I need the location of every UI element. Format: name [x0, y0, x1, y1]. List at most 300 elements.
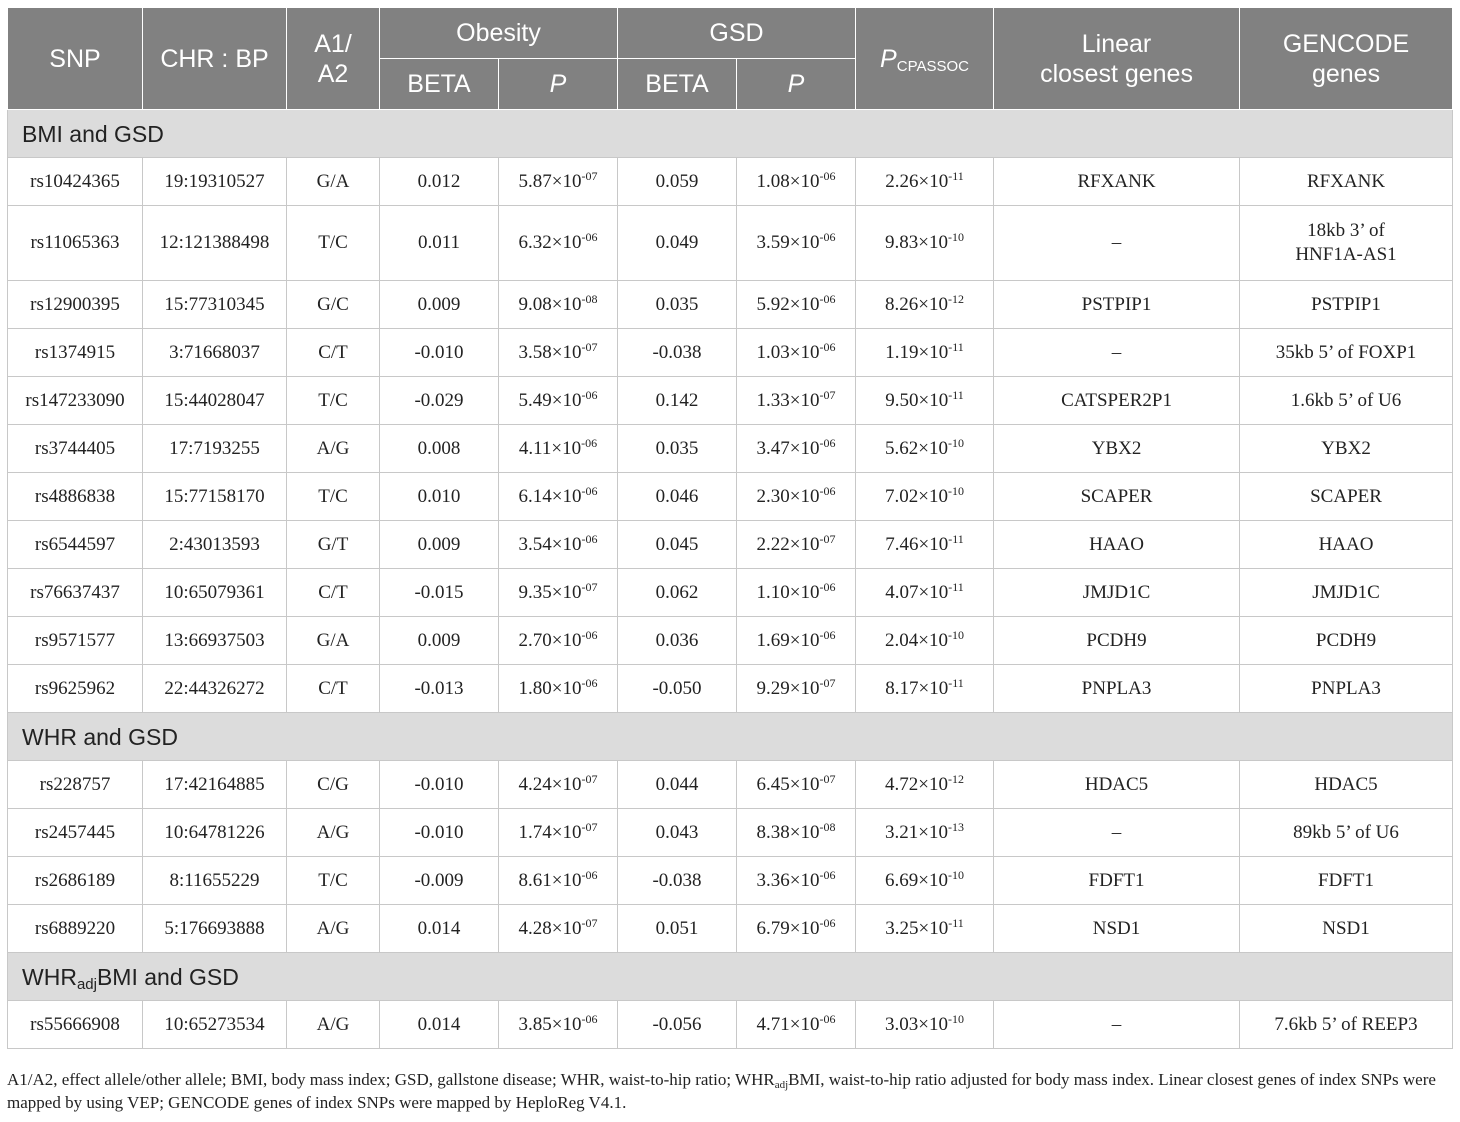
section-label-tail: BMI and GSD — [96, 963, 239, 990]
cell-obesity-p-exponent: -06 — [581, 531, 598, 546]
cell-alleles: C/T — [287, 329, 380, 377]
cell-p-cpassoc-mantissa: 2.04×10 — [885, 629, 948, 651]
cell-obesity-p-mantissa: 1.80×10 — [518, 677, 582, 699]
cell-gsd-p — [737, 617, 856, 665]
cell-chr-bp: 3:71668037 — [143, 329, 287, 377]
cell-gsd-p-exponent: -06 — [819, 627, 836, 642]
cell-gsd-beta: -0.056 — [618, 1001, 737, 1049]
cell-obesity-beta: 0.009 — [380, 521, 499, 569]
cell-alleles: A/G — [287, 425, 380, 473]
cell-gsd-p-mantissa: 1.10×10 — [756, 581, 820, 603]
cell-obesity-p-exponent: -07 — [581, 168, 598, 183]
section-header-row — [8, 953, 1453, 1001]
cell-obesity-p — [499, 905, 618, 953]
cell-gsd-p-mantissa: 1.33×10 — [756, 389, 820, 411]
cell-obesity-p-mantissa: 2.70×10 — [518, 629, 582, 651]
table-body — [8, 110, 1453, 1049]
cell-snp: rs11065363 — [8, 206, 143, 281]
section-label-main: BMI and GSD — [22, 120, 164, 147]
cell-gsd-p-mantissa: 8.38×10 — [756, 821, 820, 843]
cell-linear-gene: – — [994, 206, 1240, 281]
cell-p-cpassoc-exponent: -10 — [948, 867, 964, 882]
cell-gsd-p-mantissa: 5.92×10 — [756, 293, 820, 315]
cell-chr-bp: 12:121388498 — [143, 206, 287, 281]
cell-alleles: C/T — [287, 569, 380, 617]
cell-alleles: G/T — [287, 521, 380, 569]
header-gencode-genes — [1240, 8, 1453, 110]
cell-p-cpassoc-exponent: -11 — [948, 531, 964, 546]
section-label — [8, 713, 1453, 761]
cell-obesity-p-mantissa: 1.74×10 — [518, 821, 582, 843]
cell-obesity-p-mantissa: 9.08×10 — [518, 293, 582, 315]
cell-obesity-beta: 0.014 — [380, 905, 499, 953]
cell-gencode-gene — [1240, 905, 1453, 953]
cell-p-cpassoc-mantissa: 4.07×10 — [885, 581, 949, 603]
cell-gsd-beta: 0.036 — [618, 617, 737, 665]
cell-linear-gene: SCAPER — [994, 473, 1240, 521]
cell-p-cpassoc-exponent: -11 — [948, 168, 964, 183]
header-a1-a2-line2: A2 — [317, 59, 349, 88]
cell-gsd-p-exponent: -06 — [819, 1011, 836, 1026]
cell-gencode-gene — [1240, 377, 1453, 425]
cell-linear-gene: CATSPER2P1 — [994, 377, 1240, 425]
section-label-sub: adj — [76, 975, 97, 993]
cell-gencode-line1: RFXANK — [1306, 170, 1386, 192]
cell-alleles: T/C — [287, 377, 380, 425]
cell-gsd-p-mantissa: 6.45×10 — [756, 773, 820, 795]
cell-obesity-p — [499, 617, 618, 665]
cell-p-cpassoc-exponent: -12 — [948, 771, 964, 786]
cell-snp: rs3744405 — [8, 425, 143, 473]
cell-gencode-line1: PSTPIP1 — [1311, 293, 1381, 315]
cell-obesity-p — [499, 425, 618, 473]
header-a1-a2 — [287, 8, 380, 110]
cell-gencode-gene — [1240, 521, 1453, 569]
section-label-main: WHR and GSD — [22, 723, 178, 750]
cell-linear-gene: HAAO — [994, 521, 1240, 569]
cell-p-cpassoc — [856, 665, 994, 713]
cell-obesity-beta: 0.014 — [380, 1001, 499, 1049]
cell-gsd-p-mantissa: 3.36×10 — [756, 869, 820, 891]
cell-gencode-line1: PNPLA3 — [1311, 677, 1381, 699]
cell-gsd-p-exponent: -08 — [819, 819, 836, 834]
cell-gsd-beta: 0.051 — [618, 905, 737, 953]
cell-gsd-beta: -0.050 — [618, 665, 737, 713]
cell-p-cpassoc-mantissa: 5.62×10 — [885, 437, 948, 459]
cell-alleles: T/C — [287, 857, 380, 905]
cell-obesity-p — [499, 281, 618, 329]
cell-gsd-p-mantissa: 1.03×10 — [756, 341, 820, 363]
cell-chr-bp: 10:64781226 — [143, 809, 287, 857]
cell-gsd-p-mantissa: 1.08×10 — [756, 170, 820, 192]
cell-p-cpassoc-mantissa: 1.19×10 — [885, 341, 949, 363]
cell-alleles: G/A — [287, 158, 380, 206]
header-gsd-p: P — [737, 59, 856, 110]
cell-gsd-p-exponent: -07 — [819, 771, 836, 786]
cell-linear-gene: PSTPIP1 — [994, 281, 1240, 329]
cell-snp: rs6889220 — [8, 905, 143, 953]
cell-p-cpassoc-mantissa: 3.03×10 — [885, 1013, 948, 1035]
table-row — [8, 377, 1453, 425]
cell-p-cpassoc-mantissa: 7.46×10 — [885, 533, 949, 555]
cell-gsd-p — [737, 206, 856, 281]
cell-chr-bp: 22:44326272 — [143, 665, 287, 713]
cell-obesity-p-exponent: -07 — [581, 915, 598, 930]
cell-gsd-p-exponent: -06 — [819, 168, 836, 183]
cell-snp: rs1374915 — [8, 329, 143, 377]
cell-linear-gene: PNPLA3 — [994, 665, 1240, 713]
cell-obesity-p — [499, 665, 618, 713]
cell-gsd-p — [737, 857, 856, 905]
cell-chr-bp: 17:42164885 — [143, 761, 287, 809]
cell-alleles: A/G — [287, 809, 380, 857]
cell-obesity-p-exponent: -07 — [581, 819, 598, 834]
cell-gencode-gene — [1240, 329, 1453, 377]
cell-gsd-p-exponent: -06 — [819, 435, 836, 450]
cell-gsd-p-exponent: -07 — [819, 675, 836, 690]
cell-obesity-p-exponent: -07 — [581, 579, 598, 594]
section-header-row — [8, 110, 1453, 158]
cell-obesity-beta: -0.010 — [380, 761, 499, 809]
cell-gsd-p-exponent: -06 — [819, 230, 836, 244]
header-p-cpassoc-main: P — [880, 44, 897, 73]
cell-obesity-beta: -0.029 — [380, 377, 499, 425]
header-linear-line2: closest genes — [1040, 59, 1193, 88]
header-gsd: GSD — [618, 8, 856, 59]
cell-linear-gene: – — [994, 329, 1240, 377]
cell-gsd-p — [737, 329, 856, 377]
header-linear-line1: Linear — [1081, 29, 1152, 58]
cell-gsd-p-exponent: -06 — [819, 915, 836, 930]
cell-chr-bp: 13:66937503 — [143, 617, 287, 665]
cell-snp: rs6544597 — [8, 521, 143, 569]
cell-gsd-p-exponent: -07 — [819, 387, 836, 402]
header-p-cpassoc-sub: CPASSOC — [896, 57, 969, 75]
cell-gsd-p-exponent: -06 — [819, 339, 836, 354]
cell-obesity-beta: 0.012 — [380, 158, 499, 206]
cell-alleles: C/G — [287, 761, 380, 809]
cell-p-cpassoc-exponent: -11 — [948, 339, 964, 354]
table-container — [7, 7, 1452, 1049]
cell-gencode-gene — [1240, 761, 1453, 809]
cell-p-cpassoc-mantissa: 2.26×10 — [885, 170, 949, 192]
table-row — [8, 905, 1453, 953]
cell-obesity-p-exponent: -06 — [581, 483, 598, 498]
cell-obesity-p — [499, 158, 618, 206]
cell-gsd-p — [737, 1001, 856, 1049]
cell-alleles: G/A — [287, 617, 380, 665]
cell-p-cpassoc-mantissa: 8.17×10 — [885, 677, 949, 699]
cell-p-cpassoc-mantissa: 7.02×10 — [885, 485, 948, 507]
footnote-sub: adj — [774, 1079, 789, 1091]
cell-obesity-p-exponent: -06 — [581, 1011, 598, 1026]
cell-snp: rs2686189 — [8, 857, 143, 905]
cell-gencode-line1: YBX2 — [1321, 437, 1371, 459]
cell-p-cpassoc-mantissa: 8.26×10 — [885, 293, 948, 315]
cell-snp: rs55666908 — [8, 1001, 143, 1049]
cell-p-cpassoc — [856, 473, 994, 521]
cell-gencode-line1: 7.6kb 5’ of REEP3 — [1274, 1013, 1418, 1035]
cell-gsd-p — [737, 158, 856, 206]
cell-chr-bp: 10:65079361 — [143, 569, 287, 617]
cell-p-cpassoc-mantissa: 6.69×10 — [885, 869, 948, 891]
header-a1-a2-line1: A1/ — [314, 29, 352, 58]
cell-p-cpassoc — [856, 857, 994, 905]
cell-linear-gene: JMJD1C — [994, 569, 1240, 617]
section-label-main: WHR — [22, 963, 77, 990]
cell-chr-bp: 2:43013593 — [143, 521, 287, 569]
cell-linear-gene: PCDH9 — [994, 617, 1240, 665]
cell-p-cpassoc-mantissa: 9.83×10 — [885, 232, 948, 253]
cell-obesity-p-mantissa: 4.24×10 — [518, 773, 582, 795]
cell-obesity-beta: -0.009 — [380, 857, 499, 905]
cell-gsd-beta: 0.062 — [618, 569, 737, 617]
cell-chr-bp: 15:77158170 — [143, 473, 287, 521]
cell-obesity-p — [499, 329, 618, 377]
cell-chr-bp: 17:7193255 — [143, 425, 287, 473]
cell-obesity-p-exponent: -07 — [581, 339, 598, 354]
cell-gsd-beta: -0.038 — [618, 857, 737, 905]
cell-gsd-p-exponent: -06 — [819, 867, 836, 882]
cell-obesity-p-mantissa: 8.61×10 — [518, 869, 582, 891]
cell-gsd-p-exponent: -06 — [819, 579, 836, 594]
cell-gsd-beta: 0.142 — [618, 377, 737, 425]
table-row — [8, 281, 1453, 329]
cell-gsd-beta: 0.059 — [618, 158, 737, 206]
cell-p-cpassoc — [856, 281, 994, 329]
cell-p-cpassoc — [856, 1001, 994, 1049]
cell-obesity-p — [499, 809, 618, 857]
cell-obesity-p-exponent: -06 — [581, 230, 598, 244]
cell-obesity-p-exponent: -06 — [581, 435, 598, 450]
cell-p-cpassoc-exponent: -10 — [948, 1011, 964, 1026]
cell-p-cpassoc — [856, 425, 994, 473]
cell-gencode-gene — [1240, 857, 1453, 905]
cell-p-cpassoc — [856, 569, 994, 617]
cell-gsd-p-mantissa: 1.69×10 — [756, 629, 820, 651]
cell-linear-gene: FDFT1 — [994, 857, 1240, 905]
cell-obesity-p-mantissa: 3.85×10 — [518, 1013, 582, 1035]
cell-gencode-line1: 35kb 5’ of FOXP1 — [1275, 341, 1417, 363]
cell-gsd-p-exponent: -07 — [819, 531, 836, 546]
cell-chr-bp: 8:11655229 — [143, 857, 287, 905]
header-obesity-p: P — [499, 59, 618, 110]
cell-obesity-p-mantissa: 6.32×10 — [518, 232, 582, 253]
cell-chr-bp: 15:44028047 — [143, 377, 287, 425]
cell-snp: rs147233090 — [8, 377, 143, 425]
cell-obesity-p — [499, 857, 618, 905]
cell-obesity-p-mantissa: 4.11×10 — [518, 437, 582, 459]
cell-gencode-gene — [1240, 665, 1453, 713]
cell-p-cpassoc — [856, 329, 994, 377]
cell-gsd-beta: 0.044 — [618, 761, 737, 809]
cell-alleles: C/T — [287, 665, 380, 713]
cell-obesity-p-exponent: -06 — [581, 867, 598, 882]
cell-p-cpassoc-exponent: -11 — [948, 675, 964, 690]
table-row — [8, 761, 1453, 809]
cell-obesity-p-mantissa: 6.14×10 — [518, 485, 582, 507]
cell-gsd-p — [737, 473, 856, 521]
cell-obesity-p — [499, 569, 618, 617]
cell-p-cpassoc-mantissa: 9.50×10 — [885, 389, 949, 411]
table-row — [8, 617, 1453, 665]
cell-obesity-beta: 0.009 — [380, 617, 499, 665]
table-row — [8, 473, 1453, 521]
table-row — [8, 425, 1453, 473]
cell-gencode-gene — [1240, 281, 1453, 329]
table-row — [8, 521, 1453, 569]
cell-gsd-p-mantissa: 3.47×10 — [756, 437, 820, 459]
cell-obesity-p-mantissa: 3.54×10 — [518, 533, 582, 555]
cell-p-cpassoc — [856, 206, 994, 281]
cell-snp: rs228757 — [8, 761, 143, 809]
cell-p-cpassoc-mantissa: 3.25×10 — [885, 917, 949, 939]
cell-gencode-gene — [1240, 206, 1453, 281]
cell-p-cpassoc — [856, 761, 994, 809]
table-row — [8, 206, 1453, 281]
cell-gencode-line1: HAAO — [1318, 533, 1374, 555]
header-snp: SNP — [8, 8, 143, 110]
cell-alleles: A/G — [287, 905, 380, 953]
header-gencode-line1: GENCODE — [1282, 29, 1410, 58]
cell-obesity-p-mantissa: 4.28×10 — [518, 917, 582, 939]
table-row — [8, 158, 1453, 206]
table-footnote — [7, 1068, 1455, 1114]
cell-obesity-p-exponent: -07 — [581, 771, 598, 786]
cell-gsd-beta: 0.046 — [618, 473, 737, 521]
cell-gencode-line1: 18kb 3’ of — [1307, 220, 1385, 241]
cell-obesity-p — [499, 377, 618, 425]
cell-p-cpassoc-exponent: -10 — [948, 230, 964, 244]
cell-gencode-line1: NSD1 — [1322, 917, 1370, 939]
header-chr-bp: CHR : BP — [143, 8, 287, 110]
cell-p-cpassoc-exponent: -11 — [948, 387, 964, 402]
cell-gsd-beta: 0.035 — [618, 281, 737, 329]
header-gsd-beta: BETA — [618, 59, 737, 110]
cell-gencode-gene — [1240, 1001, 1453, 1049]
cell-p-cpassoc-exponent: -11 — [948, 579, 964, 594]
cell-p-cpassoc — [856, 809, 994, 857]
cell-obesity-p-exponent: -06 — [581, 387, 598, 402]
cell-p-cpassoc — [856, 617, 994, 665]
cell-linear-gene: NSD1 — [994, 905, 1240, 953]
cell-obesity-beta: -0.015 — [380, 569, 499, 617]
cell-gsd-beta: 0.049 — [618, 206, 737, 281]
cell-obesity-beta: 0.010 — [380, 473, 499, 521]
snp-association-table — [7, 7, 1453, 1049]
table-row — [8, 1001, 1453, 1049]
cell-gencode-gene — [1240, 809, 1453, 857]
cell-gsd-p — [737, 809, 856, 857]
cell-obesity-beta: 0.009 — [380, 281, 499, 329]
cell-snp: rs9571577 — [8, 617, 143, 665]
cell-gsd-p — [737, 569, 856, 617]
section-header-row — [8, 713, 1453, 761]
cell-gsd-p-mantissa: 2.30×10 — [756, 485, 820, 507]
cell-gsd-beta: 0.035 — [618, 425, 737, 473]
cell-p-cpassoc-exponent: -10 — [948, 627, 964, 642]
cell-linear-gene: RFXANK — [994, 158, 1240, 206]
cell-obesity-p — [499, 521, 618, 569]
cell-gsd-beta: -0.038 — [618, 329, 737, 377]
cell-gencode-line1: SCAPER — [1310, 485, 1382, 507]
cell-snp: rs12900395 — [8, 281, 143, 329]
cell-gsd-beta: 0.045 — [618, 521, 737, 569]
cell-obesity-p-mantissa: 5.87×10 — [518, 170, 582, 192]
cell-gencode-gene — [1240, 158, 1453, 206]
cell-linear-gene: – — [994, 1001, 1240, 1049]
footnote-part1: A1/A2, effect allele/other allele; BMI, body mass index; GSD, gallstone disease; WHR, waist-to-hip ratio; WHR — [7, 1070, 775, 1089]
cell-gsd-p-mantissa: 6.79×10 — [756, 917, 820, 939]
cell-linear-gene: YBX2 — [994, 425, 1240, 473]
cell-linear-gene: – — [994, 809, 1240, 857]
cell-obesity-p-exponent: -06 — [581, 627, 598, 642]
cell-gsd-p-mantissa: 9.29×10 — [756, 677, 820, 699]
cell-obesity-beta: -0.013 — [380, 665, 499, 713]
cell-obesity-p-mantissa: 9.35×10 — [518, 581, 582, 603]
cell-alleles: T/C — [287, 206, 380, 281]
cell-gsd-p — [737, 425, 856, 473]
cell-obesity-p-exponent: -06 — [581, 675, 598, 690]
header-obesity: Obesity — [380, 8, 618, 59]
cell-obesity-p — [499, 473, 618, 521]
cell-snp: rs76637437 — [8, 569, 143, 617]
cell-gsd-p-mantissa: 2.22×10 — [756, 533, 820, 555]
cell-p-cpassoc — [856, 905, 994, 953]
cell-chr-bp: 15:77310345 — [143, 281, 287, 329]
cell-p-cpassoc-mantissa: 3.21×10 — [885, 821, 948, 843]
cell-gencode-line1: FDFT1 — [1318, 869, 1374, 891]
cell-gencode-gene — [1240, 473, 1453, 521]
cell-p-cpassoc-exponent: -10 — [948, 483, 964, 498]
cell-p-cpassoc-exponent: -10 — [948, 435, 964, 450]
cell-alleles: T/C — [287, 473, 380, 521]
cell-gsd-p — [737, 281, 856, 329]
cell-alleles: A/G — [287, 1001, 380, 1049]
cell-obesity-p-mantissa: 3.58×10 — [518, 341, 582, 363]
table-row — [8, 857, 1453, 905]
table-header — [8, 8, 1453, 110]
header-obesity-beta: BETA — [380, 59, 499, 110]
header-gencode-line2: genes — [1311, 59, 1381, 88]
footnote-part2: BMI, waist-to-hip ratio adjusted for body mass index. Linear closest genes of index SNPs were mapped by using VEP; GENCODE genes of index SNPs were mapped by HeploReg V4.1. — [7, 1070, 1436, 1112]
cell-alleles: G/C — [287, 281, 380, 329]
cell-obesity-p-mantissa: 5.49×10 — [518, 389, 582, 411]
cell-p-cpassoc — [856, 521, 994, 569]
cell-gsd-p — [737, 521, 856, 569]
cell-p-cpassoc — [856, 377, 994, 425]
cell-p-cpassoc — [856, 158, 994, 206]
cell-gsd-p — [737, 377, 856, 425]
cell-gencode-line1: 1.6kb 5’ of U6 — [1290, 389, 1402, 411]
cell-gsd-beta: 0.043 — [618, 809, 737, 857]
cell-snp: rs9625962 — [8, 665, 143, 713]
cell-p-cpassoc-exponent: -12 — [948, 291, 964, 306]
cell-gencode-line1: JMJD1C — [1312, 581, 1380, 603]
cell-gencode-line2: HNF1A-AS1 — [1295, 244, 1397, 265]
table-row — [8, 665, 1453, 713]
header-linear-closest-genes — [994, 8, 1240, 110]
table-row — [8, 809, 1453, 857]
cell-gsd-p-exponent: -06 — [819, 483, 836, 498]
cell-snp: rs10424365 — [8, 158, 143, 206]
cell-chr-bp: 5:176693888 — [143, 905, 287, 953]
cell-snp: rs4886838 — [8, 473, 143, 521]
cell-chr-bp: 10:65273534 — [143, 1001, 287, 1049]
cell-linear-gene: HDAC5 — [994, 761, 1240, 809]
cell-p-cpassoc-exponent: -13 — [948, 819, 964, 834]
cell-gsd-p-mantissa: 3.59×10 — [756, 232, 820, 253]
